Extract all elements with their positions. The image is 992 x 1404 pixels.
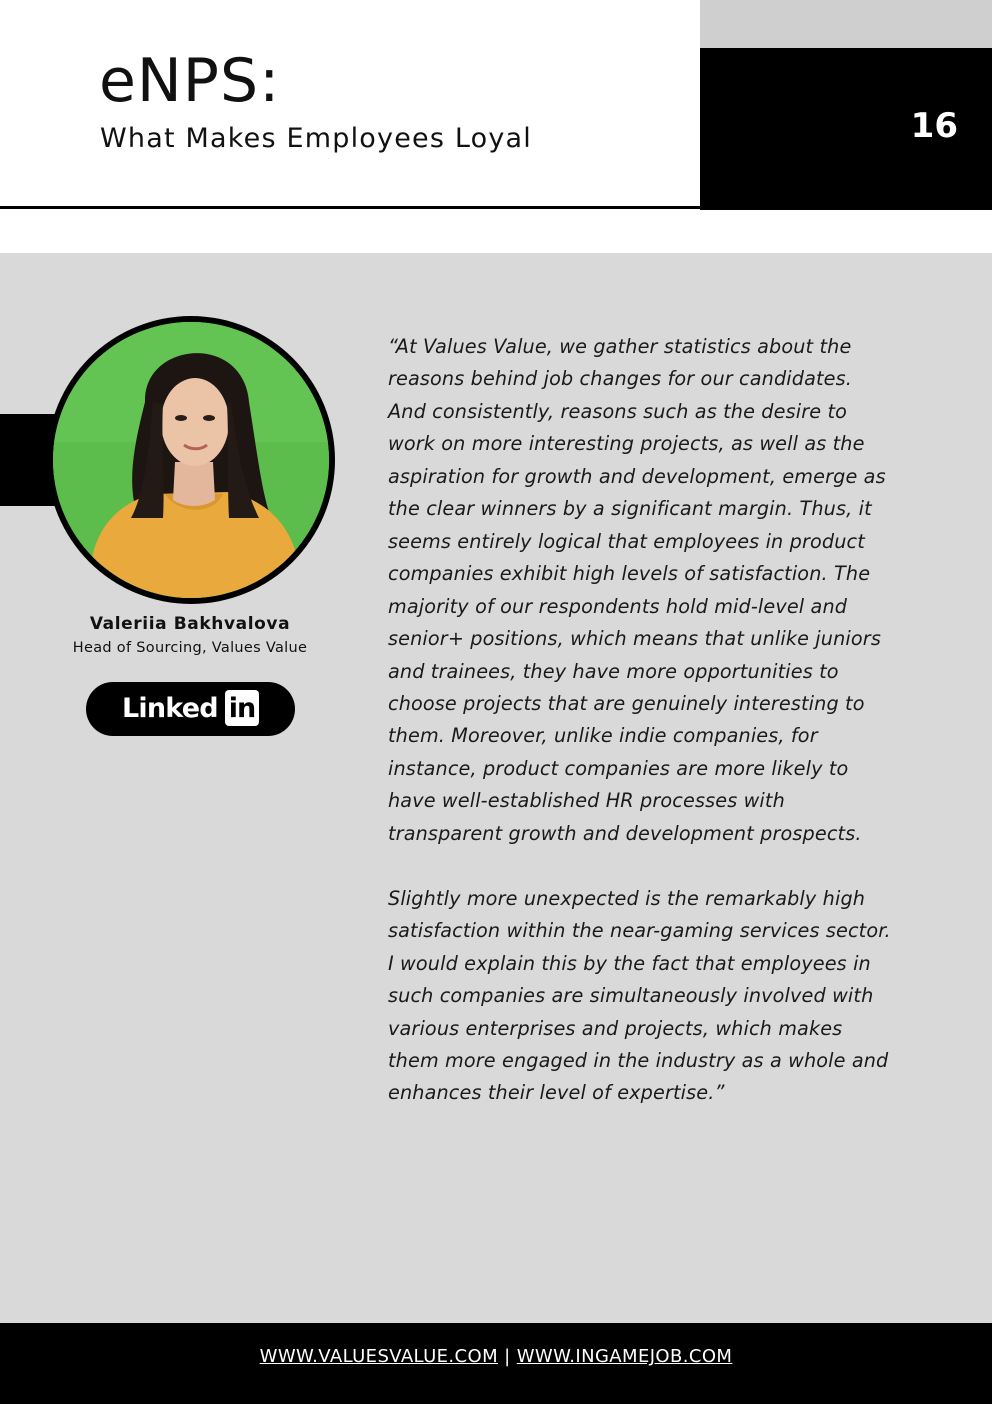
linkedin-logo-text: Linked xyxy=(122,693,218,724)
footer-link-valuesvalue[interactable]: WWW.VALUESVALUE.COM xyxy=(259,1346,499,1367)
header-grey-block xyxy=(700,0,992,48)
quote-paragraph-1: “At Values Value, we gather statistics about the reasons behind job changes for our candidates. And consistently, reasons such as the desire to work on more interesting projects, as well as the aspiration for growth and development, emerge as the clear winners by a significant margin. Thus, it seems entirely logical that employees in product companies exhibit high levels of satisfaction. The majority of our respondents hold mid-level and senior+ positions, which means that unlike juniors and trainees, they have more opportunities to choose projects that are genuinely interesting to them. Moreover, unlike indie companies, for instance, product companies are more likely to have well-established HR processes with transparent growth and development prospects. xyxy=(388,335,886,845)
linkedin-button[interactable] xyxy=(86,682,295,736)
linkedin-icon: in xyxy=(225,690,259,726)
person-name: Valeriia Bakhvalova xyxy=(89,614,291,634)
page-subtitle: What Makes Employees Loyal xyxy=(100,123,532,154)
page-number: 16 xyxy=(910,106,958,146)
header-divider xyxy=(0,206,700,209)
footer-links xyxy=(0,1343,992,1371)
footer-link-ingamejob[interactable]: WWW.INGAMEJOB.COM xyxy=(516,1346,733,1367)
footer-separator: | xyxy=(504,1346,511,1367)
page-title: eNPS: xyxy=(99,46,281,116)
person-photo xyxy=(47,316,335,604)
person-role: Head of Sourcing, Values Value xyxy=(72,640,308,656)
quote-paragraph-2: Slightly more unexpected is the remarkably high satisfaction within the near-gaming services sector. I would explain this by the fact that employees in such companies are simultaneously involved with various enterprises and projects, which makes them more engaged in the industry as a whole and enhances their level of expertise.” xyxy=(388,886,891,1105)
quote-block xyxy=(388,331,893,1110)
person-photo-image xyxy=(53,322,329,598)
